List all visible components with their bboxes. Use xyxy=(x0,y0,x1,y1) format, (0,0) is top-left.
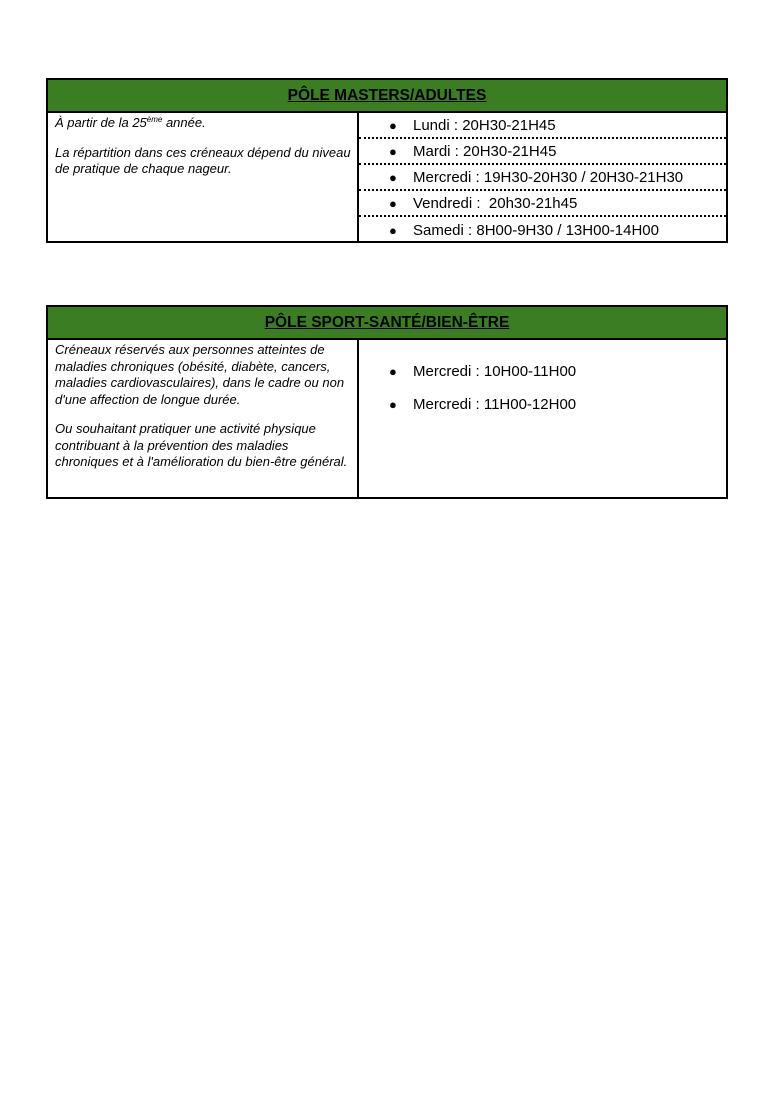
schedule-row xyxy=(359,393,726,415)
masters-description xyxy=(48,113,359,241)
schedule-slot: Vendredi : 20h30-21h45 xyxy=(413,194,578,212)
bullet-icon: ● xyxy=(389,143,397,159)
masters-title: PÔLE MASTERS/ADULTES xyxy=(48,80,726,113)
schedule-slot: Mardi : 20H30-21H45 xyxy=(413,142,557,160)
masters-desc-part2: année. xyxy=(162,115,206,130)
schedule-slot: Mercredi : 19H30-20H30 / 20H30-21H30 xyxy=(413,168,684,186)
schedule-row xyxy=(359,139,726,165)
bullet-icon: ● xyxy=(389,169,397,185)
sport-sante-body xyxy=(48,340,726,497)
sport-sante-table xyxy=(46,305,728,499)
sport-sante-description xyxy=(48,340,359,497)
schedule-slot: Lundi : 20H30-21H45 xyxy=(413,116,556,134)
masters-desc-para2: La répartition dans ces créneaux dépend du niveau de pratique de chaque nageur. xyxy=(55,144,351,176)
masters-desc-part1: À partir de la 25 xyxy=(55,115,147,130)
bullet-icon: ● xyxy=(389,195,397,211)
masters-schedule xyxy=(359,113,726,241)
masters-desc-sup: ème xyxy=(146,115,163,124)
sport-sante-desc-para1: Créneaux réservés aux personnes atteintes de maladies chroniques (obésité, diabète, cancers, maladies cardiovasculaires), dans le cadre ou non d'une affection de longue durée. xyxy=(55,342,345,407)
masters-table xyxy=(46,78,728,243)
bullet-icon: ● xyxy=(389,363,397,379)
schedule-slot: Samedi : 8H00-9H30 / 13H00-14H00 xyxy=(413,221,659,239)
sport-sante-desc-para2: Ou souhaitant pratiquer une activité physique contribuant à la prévention des maladies chroniques et à l'amélioration du bien-être général. xyxy=(55,421,348,469)
sport-sante-title: PÔLE SPORT-SANTÉ/BIEN-ÊTRE xyxy=(48,307,726,340)
schedule-slot: Mercredi : 11H00-12H00 xyxy=(413,395,577,413)
schedule-row xyxy=(359,113,726,139)
schedule-row xyxy=(359,360,726,382)
bullet-icon: ● xyxy=(389,222,397,238)
bullet-icon: ● xyxy=(389,117,397,133)
masters-body xyxy=(48,113,726,241)
schedule-row xyxy=(359,165,726,191)
bullet-icon: ● xyxy=(389,396,397,412)
schedule-row xyxy=(359,217,726,243)
masters-desc-para1 xyxy=(55,115,351,132)
sport-sante-schedule xyxy=(359,340,726,497)
schedule-slot: Mercredi : 10H00-11H00 xyxy=(413,362,577,380)
schedule-row xyxy=(359,191,726,217)
